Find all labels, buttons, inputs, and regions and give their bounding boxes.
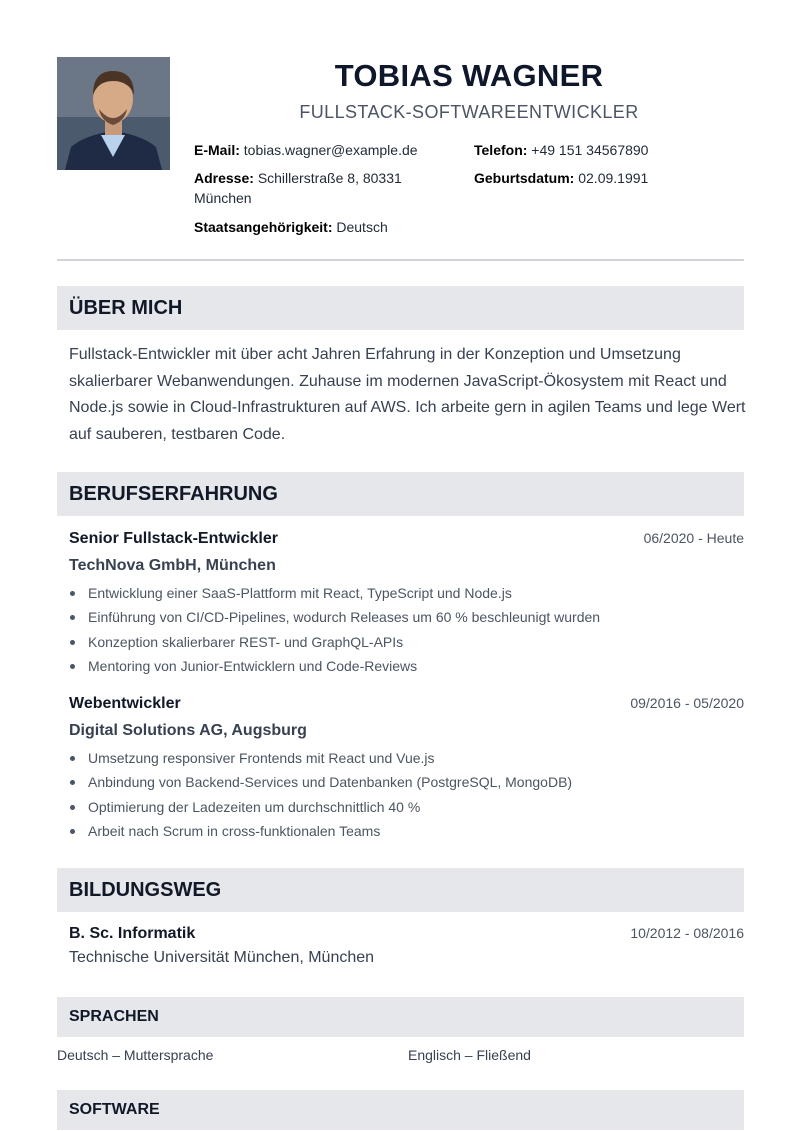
candidate-name: TOBIAS WAGNER xyxy=(334,58,604,93)
job-bullet: Mentoring von Junior-Entwicklern und Code-Reviews xyxy=(69,654,744,678)
job-entry xyxy=(69,695,744,843)
section-header-education: BILDUNGSWEG xyxy=(57,868,744,912)
address-label: Adresse: xyxy=(194,170,254,186)
contact-nationality xyxy=(194,217,388,237)
job-bullet: Umsetzung responsiver Frontends mit React und Vue.js xyxy=(69,746,744,770)
job-bullet: Konzeption skalierbarer REST- und GraphQL-APIs xyxy=(69,630,744,654)
section-header-software: SOFTWARE xyxy=(57,1090,744,1130)
job-bullets xyxy=(69,746,744,843)
email-value: tobias.wagner@example.de xyxy=(243,142,418,158)
job-bullet: Entwicklung einer SaaS-Plattform mit React, TypeScript und Node.js xyxy=(69,581,744,605)
job-role: Senior Fullstack-Entwickler xyxy=(69,530,278,547)
birthdate-value: 02.09.1991 xyxy=(578,170,649,186)
header-divider xyxy=(57,259,744,261)
section-header-about: ÜBER MICH xyxy=(57,286,744,330)
education-institution: Technische Universität München, München xyxy=(69,949,375,966)
contact-address xyxy=(194,168,444,208)
profile-photo xyxy=(57,57,170,170)
contact-email xyxy=(194,140,418,160)
section-header-languages: SPRACHEN xyxy=(57,997,744,1037)
language-item: Deutsch – Muttersprache xyxy=(57,1047,214,1063)
contact-phone xyxy=(474,140,648,160)
job-entry xyxy=(69,530,744,678)
birthdate-label: Geburtsdatum: xyxy=(474,170,575,186)
job-date: 06/2020 - Heute xyxy=(643,530,744,546)
job-company: TechNova GmbH, München xyxy=(69,557,276,574)
education-degree: B. Sc. Informatik xyxy=(69,925,196,942)
section-header-experience: BERUFSERFAHRUNG xyxy=(57,472,744,516)
contact-birthdate xyxy=(474,168,648,188)
language-item: Englisch – Fließend xyxy=(408,1047,531,1063)
job-bullet: Arbeit nach Scrum in cross-funktionalen Teams xyxy=(69,819,744,843)
job-role: Webentwickler xyxy=(69,695,181,712)
education-entry xyxy=(69,925,744,967)
education-date: 10/2012 - 08/2016 xyxy=(630,925,744,941)
email-label: E-Mail: xyxy=(194,142,240,158)
nationality-label: Staatsangehörigkeit: xyxy=(194,219,333,235)
job-date: 09/2016 - 05/2020 xyxy=(630,695,744,711)
nationality-value: Deutsch xyxy=(336,219,388,235)
address-value: Schillerstraße 8, 80331 München xyxy=(194,170,402,206)
job-company: Digital Solutions AG, Augsburg xyxy=(69,722,307,739)
job-bullet: Einführung von CI/CD-Pipelines, wodurch Releases um 60 % beschleunigt wurden xyxy=(69,605,744,629)
job-bullet: Anbindung von Backend-Services und Datenbanken (PostgreSQL, MongoDB) xyxy=(69,770,744,794)
job-title: FULLSTACK-SOFTWAREENTWICKLER xyxy=(299,102,639,122)
about-text: Fullstack-Entwickler mit über acht Jahren Erfahrung in der Konzeption und Umsetzung skalierbarer Webanwendungen. Zuhause im modernen JavaScript-Ökosystem mit React und Node.js sowie in Cloud-Infrastrukturen auf AWS. Ich arbeite gern in agilen Teams und lege Wert auf sauberen, testbaren Code. xyxy=(69,346,746,443)
phone-label: Telefon: xyxy=(474,142,528,158)
job-bullet: Optimierung der Ladezeiten um durchschnittlich 40 % xyxy=(69,795,744,819)
phone-value: +49 151 34567890 xyxy=(531,142,649,158)
job-bullets xyxy=(69,581,744,678)
